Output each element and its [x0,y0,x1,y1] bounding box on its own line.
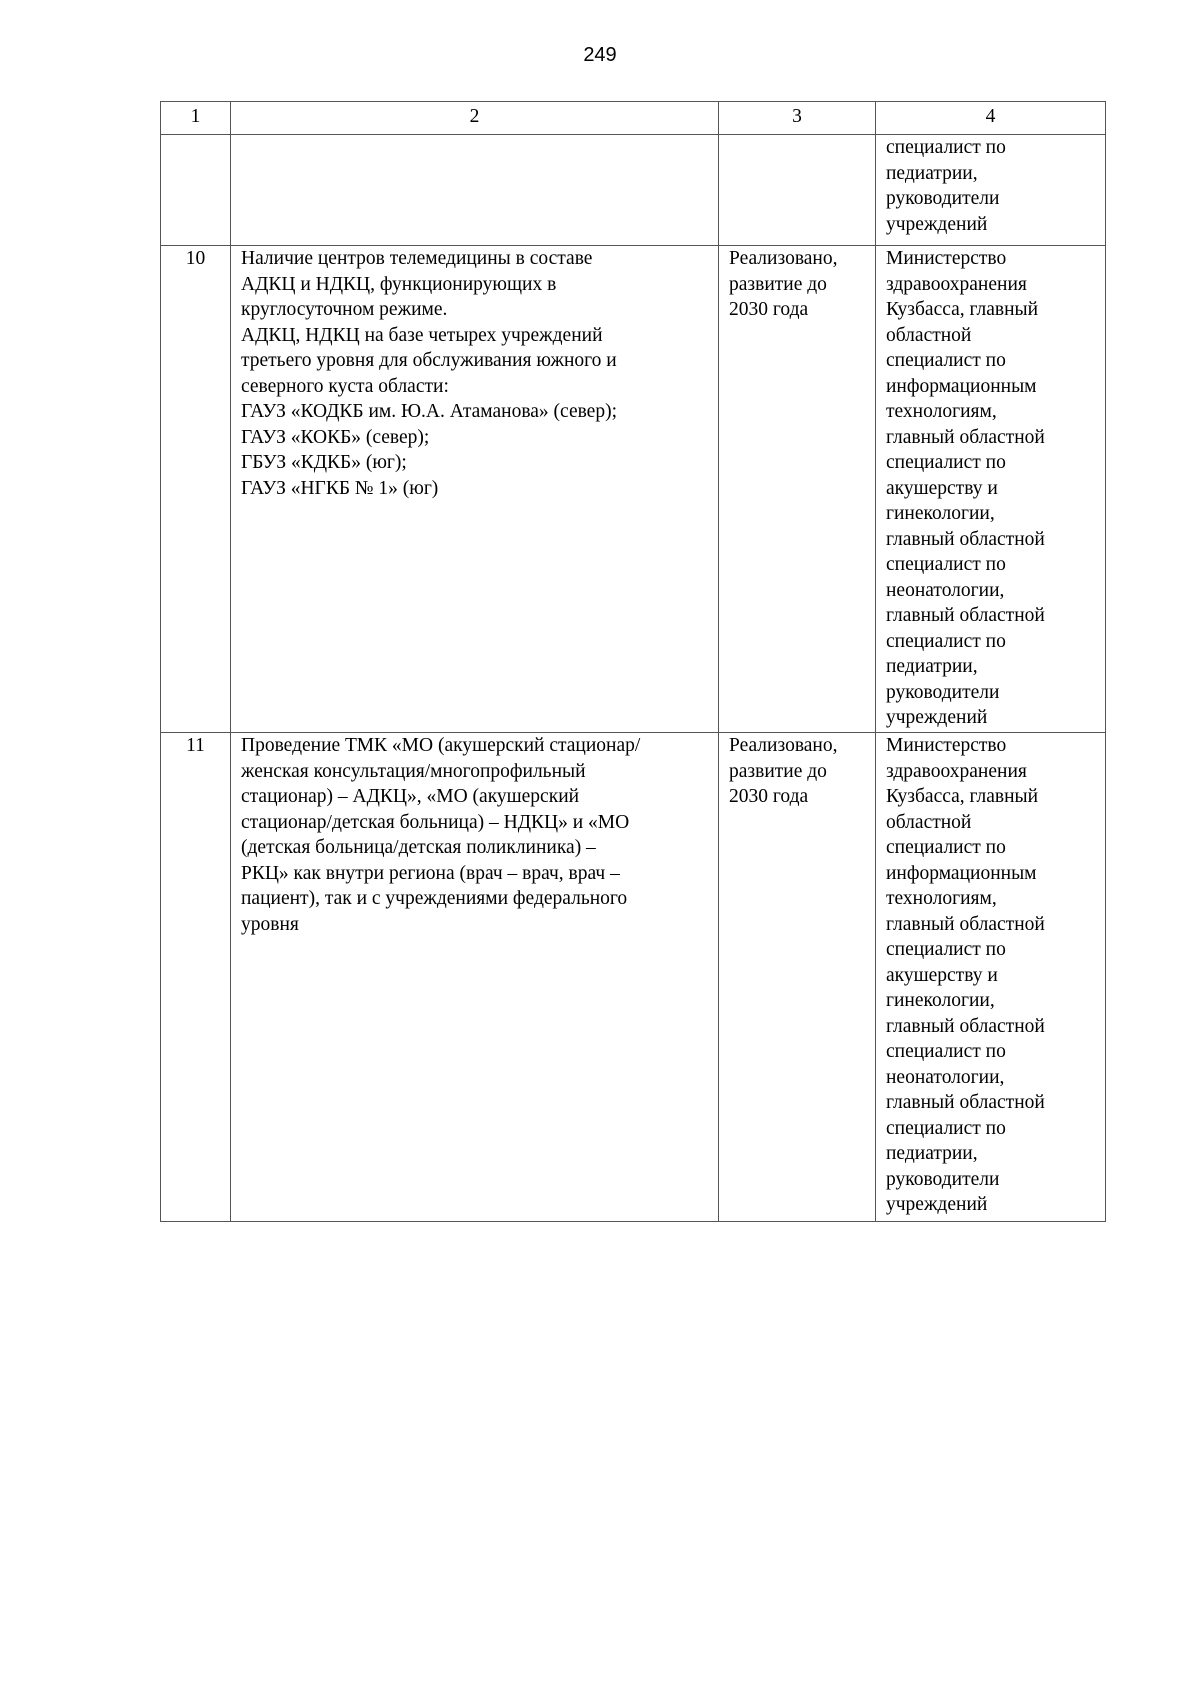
text-line: пациент), так и с учреждениями федерального [241,888,628,909]
text-line: специалист по [886,1117,1006,1139]
text-line: 2030 года [729,299,809,320]
row-description [231,135,719,246]
row-status [719,246,876,733]
text-line: Реализовано, [729,248,838,269]
row-description [231,246,719,733]
text-line: гинекологии, [886,990,995,1011]
text-line: Кузбасса, главный [886,786,1039,807]
text-line: развитие до [729,273,827,295]
table-header-row [161,102,1106,135]
text-line: ГБУЗ «КДКБ» (юг); [241,452,407,473]
text-line: технологиям, [886,401,997,422]
table-row-11 [161,733,1106,1222]
text-line: здравоохранения [886,760,1027,782]
row-description [231,733,719,1222]
text-line: ГАУЗ «КОДКБ им. Ю.А. Атаманова» (север); [241,401,618,422]
text-line: ГАУЗ «НГКБ № 1» (юг) [241,477,439,499]
text-line: Наличие центров телемедицины в составе [241,248,593,269]
text-line: главный областной [886,1015,1045,1037]
row-number [161,135,231,246]
text-line: главный областной [886,426,1045,448]
text-line: специалист по [886,1041,1006,1062]
text-line: учреждений [886,1194,988,1215]
text-line: акушерству и [886,964,998,986]
text-line: специалист по [886,837,1006,858]
text-line: главный областной [886,605,1045,626]
text-line: гинекологии, [886,503,995,524]
text-line: северного куста области: [241,375,449,397]
text-line: (детская больница/детская поликлиника) – [241,837,596,858]
text-line: специалист по [886,554,1006,575]
text-line: здравоохранения [886,273,1027,295]
text-line: областной [886,811,972,833]
text-line: специалист по [886,630,1006,652]
row-status [719,135,876,246]
row-responsible [876,733,1106,1222]
text-line: педиатрии, [886,1143,978,1164]
table-row-10 [161,246,1106,733]
table-row-continued [161,135,1106,246]
text-line: специалист по [886,452,1006,473]
text-line: областной [886,324,972,346]
text-line: педиатрии, [886,656,978,677]
text-line: Министерство [886,248,1007,269]
text-line: информационным [886,375,1037,397]
text-line: акушерству и [886,477,998,499]
text-line: РКЦ» как внутри региона (врач – врач, врач – [241,862,620,884]
row-number: 11 [161,733,231,1222]
row-status [719,733,876,1222]
column-header-2: 2 [231,102,719,135]
text-line: Кузбасса, главный [886,299,1039,320]
text-line: АДКЦ, НДКЦ на базе четырех учреждений [241,324,603,346]
page-number: 249 [583,44,617,66]
text-line: женская консультация/многопрофильный [241,760,586,782]
row-responsible [876,135,1106,246]
column-header-3: 3 [719,102,876,135]
text-line: 2030 года [729,786,809,807]
text-line: круглосуточном режиме. [241,299,448,320]
text-line: руководители [886,188,1000,209]
text-line: стационар/детская больница) – НДКЦ» и «МО [241,811,630,833]
text-line: информационным [886,862,1037,884]
text-line: неонатологии, [886,1066,1005,1088]
text-line: развитие до [729,760,827,782]
text-line: специалист по [886,137,1006,158]
row-responsible [876,246,1106,733]
text-line: третьего уровня для обслуживания южного и [241,350,617,371]
row-number: 10 [161,246,231,733]
text-line: технологиям, [886,888,997,909]
text-line: ГАУЗ «КОКБ» (север); [241,426,430,448]
text-line: главный областной [886,1092,1045,1113]
text-line: руководители [886,681,1000,703]
text-line: неонатологии, [886,579,1005,601]
text-line: Министерство [886,735,1007,756]
text-line: главный областной [886,528,1045,550]
text-line: главный областной [886,913,1045,935]
measures-table [160,101,1106,1222]
text-line: стационар) – АДКЦ», «МО (акушерский [241,786,580,807]
column-header-4: 4 [876,102,1106,135]
text-line: Проведение ТМК «МО (акушерский стационар/ [241,735,641,756]
text-line: уровня [241,913,299,935]
text-line: руководители [886,1168,1000,1190]
text-line: учреждений [886,213,988,235]
text-line: Реализовано, [729,735,838,756]
column-header-1: 1 [161,102,231,135]
text-line: специалист по [886,939,1006,960]
text-line: учреждений [886,707,988,728]
text-line: педиатрии, [886,162,978,184]
text-line: специалист по [886,350,1006,371]
text-line: АДКЦ и НДКЦ, функционирующих в [241,273,557,295]
